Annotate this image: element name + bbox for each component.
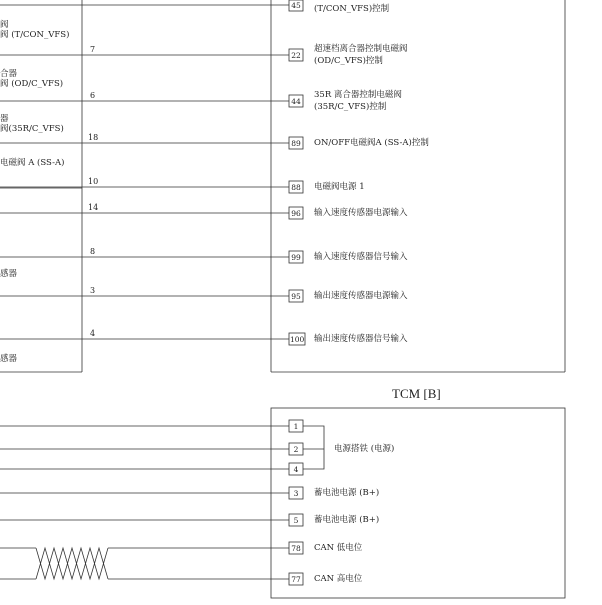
pin-number-99: 99 xyxy=(291,253,301,262)
wire-number-14: 14 xyxy=(88,203,99,212)
tcm-b-ground-label: 电源搭铁 (电源) xyxy=(334,444,395,454)
tcm-b-label-3: 蓄电池电源 (B+) xyxy=(314,488,380,498)
wire-number-10: 10 xyxy=(88,177,99,186)
left-label-ssa: 电磁阀 A (SS-A) xyxy=(0,158,65,168)
tcm-b-label-77: CAN 高电位 xyxy=(314,574,363,584)
pin-number-22: 22 xyxy=(291,51,301,60)
tcm-a-label-99: 输入速度传感器信号输入 xyxy=(314,252,408,262)
pin-number-b78: 78 xyxy=(291,544,301,553)
pin-number-b3: 3 xyxy=(293,489,299,498)
pin-number-95: 95 xyxy=(291,292,301,301)
pin-number-96: 96 xyxy=(291,209,301,218)
left-label-output-sensor: 感器 xyxy=(0,354,18,364)
left-label-35rc-a: 器 xyxy=(0,114,9,124)
wire-number-7: 7 xyxy=(90,45,96,54)
pin-number-b2: 2 xyxy=(293,445,299,454)
tcm-a-label-44-a: 35R 离合器控制电磁阀 xyxy=(314,90,402,100)
pin-number-b4: 4 xyxy=(293,465,299,474)
pin-number-89: 89 xyxy=(291,139,301,148)
twisted-pair-b xyxy=(36,548,108,579)
tcm-a-label-88: 电磁阀电源 1 xyxy=(314,182,365,192)
left-label-input-sensor: 感器 xyxy=(0,269,18,279)
tcm-b-title: TCM [B] xyxy=(392,386,441,401)
tcm-b-box xyxy=(271,408,565,598)
left-label-tcon-b: 阀 (T/CON_VFS) xyxy=(0,30,70,40)
tcm-a-label-22-a: 超速档离合器控制电磁阀 xyxy=(314,44,408,54)
tcm-a-label-100: 输出速度传感器信号输入 xyxy=(314,334,408,344)
tcm-b-label-5: 蓄电池电源 (B+) xyxy=(314,515,380,525)
left-label-35rc-b: 阀(35R/C_VFS) xyxy=(0,124,64,134)
tcm-a-label-22-b: (OD/C_VFS)控制 xyxy=(314,56,383,66)
tcm-a-label-96: 输入速度传感器电源输入 xyxy=(314,208,408,218)
left-label-tcon-a: 阀 xyxy=(0,20,9,30)
tcm-a-label-45: (T/CON_VFS)控制 xyxy=(314,4,390,14)
wire-number-8: 8 xyxy=(90,247,96,256)
pin-number-b1: 1 xyxy=(293,422,299,431)
pin-number-b5: 5 xyxy=(293,516,299,525)
pin-number-b77: 77 xyxy=(291,575,301,584)
pin-number-44: 44 xyxy=(291,97,301,106)
wire-number-4: 4 xyxy=(90,329,96,338)
ground-bracket xyxy=(303,426,324,469)
wire-number-18: 18 xyxy=(88,133,99,142)
pin-number-88: 88 xyxy=(291,183,301,192)
tcm-a-label-89: ON/OFF电磁阀A (SS-A)控制 xyxy=(314,138,429,148)
wire-number-3: 3 xyxy=(90,286,96,295)
left-label-odc-a: 合器 xyxy=(0,69,18,79)
left-label-odc-b: 阀 (OD/C_VFS) xyxy=(0,79,64,89)
tcm-a-label-44-b: (35R/C_VFS)控制 xyxy=(314,102,387,112)
tcm-a-label-95: 输出速度传感器电源输入 xyxy=(314,291,408,301)
twisted-pair-a xyxy=(36,548,108,579)
pin-number-100: 100 xyxy=(290,335,305,344)
pin-number-45: 45 xyxy=(291,1,301,10)
tcm-b-label-78: CAN 低电位 xyxy=(314,543,363,553)
wire-number-6: 6 xyxy=(90,91,96,100)
